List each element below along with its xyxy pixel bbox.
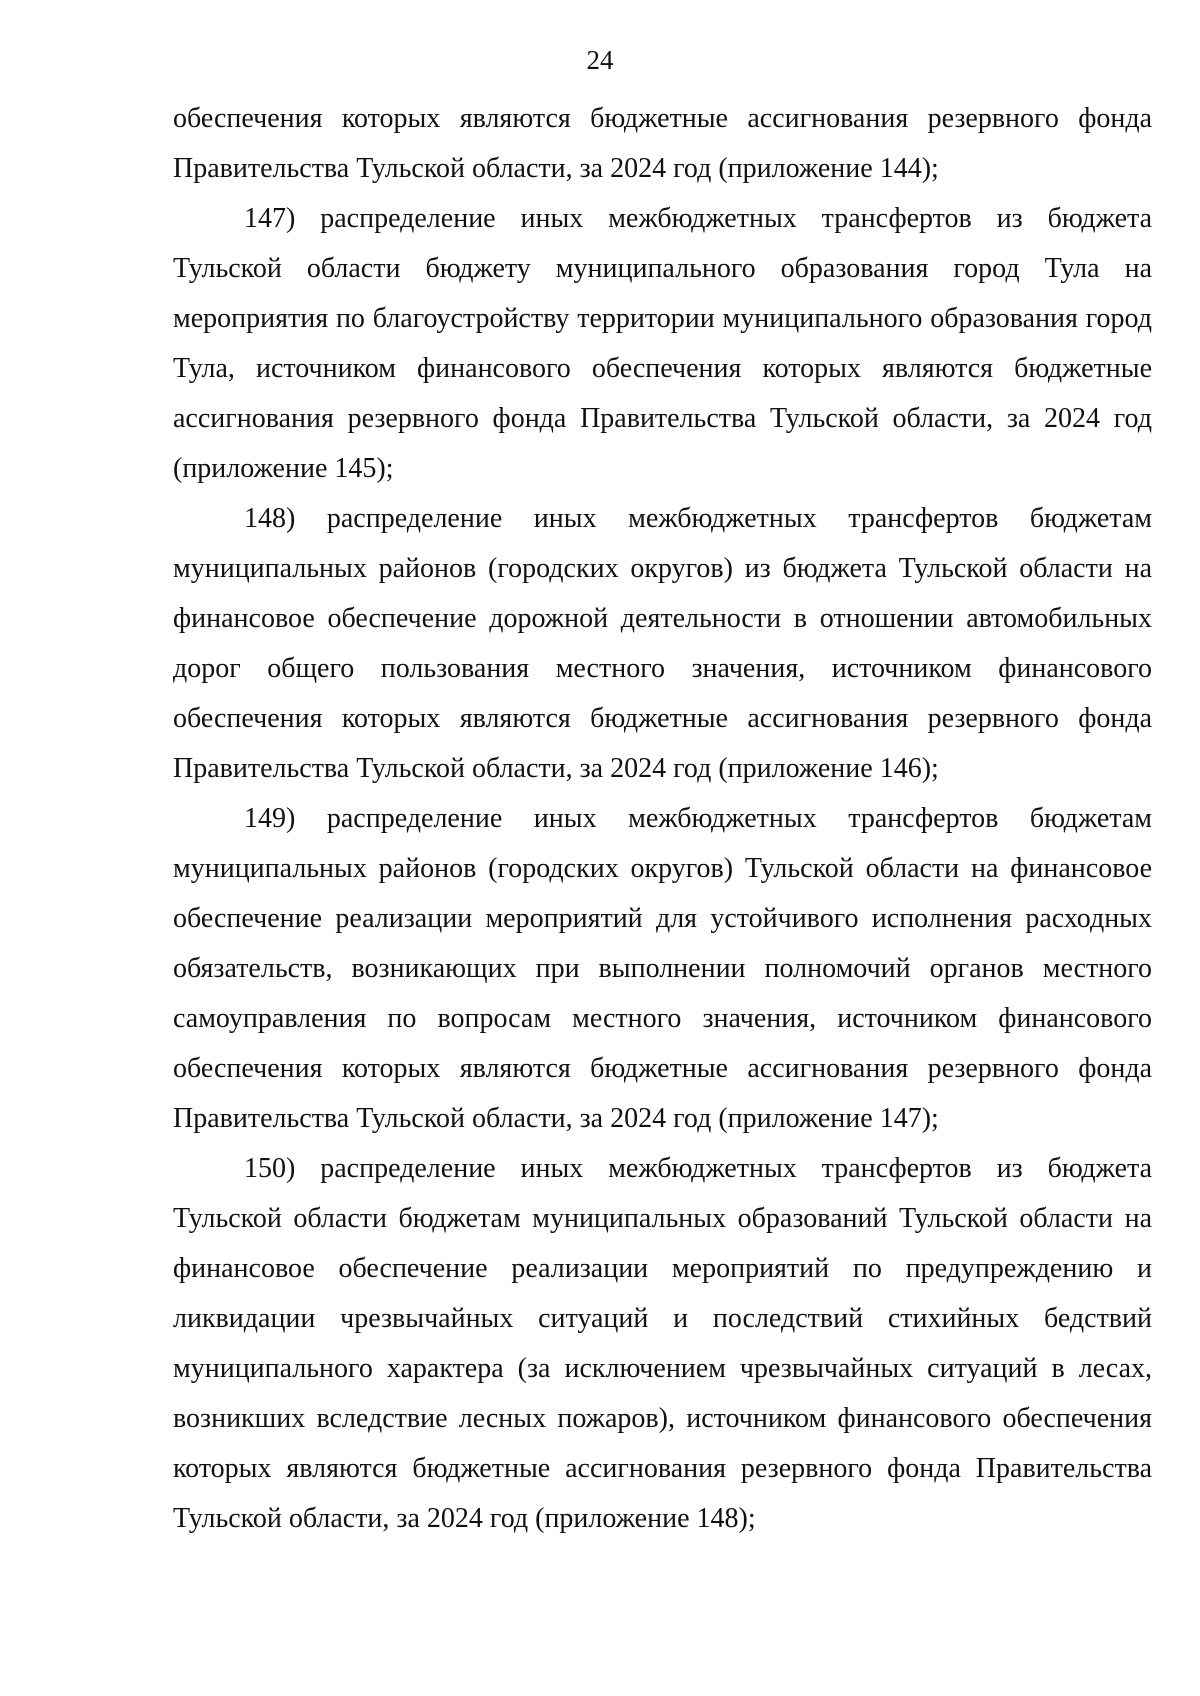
paragraph-item-149: 149) распределение иных межбюджетных трансфертов бюджетам муниципальных районов (городских округов) Тульской области на финансовое обеспечение реализации мероприятий для устойчивого исполнения расходных обязательств, возникающих при выполнении полномочий органов местного самоуправления по вопросам местного значения, источником финансового обеспечения которых являются бюджетные ассигнования резервного фонда Правительства Тульской области, за 2024 год (приложение 147);: [173, 803, 1152, 1134]
paragraph-item-147: 147) распределение иных межбюджетных трансфертов из бюджета Тульской области бюджету муниципального образования город Тула на мероприятия по благоустройству территории муниципального образования город Тула, источником финансового обеспечения которых являются бюджетные ассигнования резервного фонда Правительства Тульской области, за 2024 год (приложение 145);: [173, 203, 1152, 484]
paragraph-continuation: обеспечения которых являются бюджетные ассигнования резервного фонда Правительства Тульской области, за 2024 год (приложение 144);: [173, 103, 1152, 184]
paragraph-item-148: 148) распределение иных межбюджетных трансфертов бюджетам муниципальных районов (городских округов) из бюджета Тульской области на финансовое обеспечение дорожной деятельности в отношении автомобильных дорог общего пользования местного значения, источником финансового обеспечения которых являются бюджетные ассигнования резервного фонда Правительства Тульской области, за 2024 год (приложение 146);: [173, 503, 1152, 784]
paragraph-item-150: 150) распределение иных межбюджетных трансфертов из бюджета Тульской области бюджетам муниципальных образований Тульской области на финансовое обеспечение реализации мероприятий по предупреждению и ликвидации чрезвычайных ситуаций и последствий стихийных бедствий муниципального характера (за исключением чрезвычайных ситуаций в лесах, возникших вследствие лесных пожаров), источником финансового обеспечения которых являются бюджетные ассигнования резервного фонда Правительства Тульской области, за 2024 год (приложение 148);: [173, 1153, 1152, 1534]
document-body: [173, 94, 1152, 1544]
page-number: 24: [586, 45, 614, 75]
